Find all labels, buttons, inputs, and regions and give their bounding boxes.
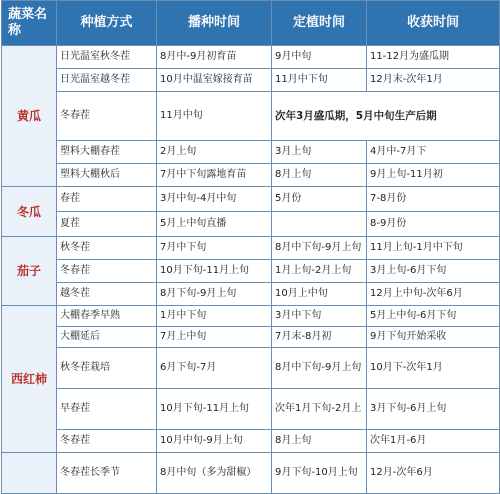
table-row <box>2 389 500 430</box>
cell-sowing: 10月下旬-11月上旬 <box>157 260 272 283</box>
table-row <box>2 69 500 92</box>
cell-sowing: 5月上中旬直播 <box>157 212 272 237</box>
cell-method: 塑料大棚秋后 <box>57 164 157 187</box>
cell-planting: 7月末-8月初 <box>272 327 367 348</box>
table-row <box>2 164 500 187</box>
table-row <box>2 453 500 494</box>
table-row <box>2 237 500 260</box>
table-row <box>2 212 500 237</box>
cell-method: 秋冬茬栽培 <box>57 348 157 389</box>
cell-harvest: 4月中-7月下 <box>367 141 500 164</box>
header-planting: 定植时间 <box>272 1 367 46</box>
cell-sowing: 3月中旬-4月中旬 <box>157 187 272 212</box>
cell-harvest: 7-8月份 <box>367 187 500 212</box>
table-row <box>2 141 500 164</box>
cell-method: 冬春茬 <box>57 260 157 283</box>
table-row <box>2 306 500 327</box>
cell-method: 日光温室秋冬茬 <box>57 46 157 69</box>
veg-tomato: 西红柿 <box>2 306 57 453</box>
header-row <box>2 1 500 46</box>
cell-planting: 3月上旬 <box>272 141 367 164</box>
table-row <box>2 46 500 69</box>
cell-harvest: 12月上中旬-次年6月 <box>367 283 500 306</box>
cell-planting: 次年1月下旬-2月上 <box>272 389 367 430</box>
cell-method: 冬春茬 <box>57 92 157 141</box>
cell-sowing: 2月上旬 <box>157 141 272 164</box>
cell-method: 秋冬茬 <box>57 237 157 260</box>
header-sowing: 播种时间 <box>157 1 272 46</box>
cell-method: 大棚延后 <box>57 327 157 348</box>
cell-sowing: 1月中下旬 <box>157 306 272 327</box>
cell-planting: 1月上旬-2月上旬 <box>272 260 367 283</box>
planting-schedule-table <box>1 0 500 494</box>
cell-planting: 9月下旬-10月上旬 <box>272 453 367 494</box>
cell-sowing: 7月中下旬 <box>157 237 272 260</box>
cell-planting: 8月中下旬-9月上旬 <box>272 348 367 389</box>
cell-harvest: 3月下旬-6月上旬 <box>367 389 500 430</box>
cell-sowing: 10月下旬-11月上旬 <box>157 389 272 430</box>
table-row <box>2 260 500 283</box>
table-row <box>2 92 500 141</box>
cell-harvest: 12月末-次年1月 <box>367 69 500 92</box>
cell-harvest: 12月-次年6月 <box>367 453 500 494</box>
cell-planting: 10月上中旬 <box>272 283 367 306</box>
cell-planting: 5月份 <box>272 187 367 212</box>
cell-sowing: 10月中旬-9月上旬 <box>157 430 272 453</box>
header-vegetable: 蔬菜名称 <box>2 1 57 46</box>
table-row <box>2 327 500 348</box>
cell-sowing: 11月中旬 <box>157 92 272 141</box>
cell-planting: 8月中下旬-9月上旬 <box>272 237 367 260</box>
table-row <box>2 430 500 453</box>
cell-method: 冬春茬长季节 <box>57 453 157 494</box>
cell-harvest: 3月上旬-6月下旬 <box>367 260 500 283</box>
cell-harvest: 5月上中旬-6月下旬 <box>367 306 500 327</box>
cell-harvest: 9月下旬开始采收 <box>367 327 500 348</box>
cell-planting: 9月中旬 <box>272 46 367 69</box>
cell-planting: 8月上旬 <box>272 430 367 453</box>
cell-harvest-note: 次年3月盛瓜期，5月中旬生产后期 <box>272 92 500 141</box>
cell-sowing: 7月中下旬露地育苗 <box>157 164 272 187</box>
cell-harvest: 11月上旬-1月中下旬 <box>367 237 500 260</box>
header-harvest: 收获时间 <box>367 1 500 46</box>
cell-harvest: 9月上旬-11月初 <box>367 164 500 187</box>
table-row <box>2 283 500 306</box>
table-row <box>2 348 500 389</box>
cell-method: 夏茬 <box>57 212 157 237</box>
cell-method: 日光温室越冬茬 <box>57 69 157 92</box>
cell-planting <box>272 212 367 237</box>
cell-harvest: 11-12月为盛瓜期 <box>367 46 500 69</box>
cell-sowing: 10月中温室嫁接育苗 <box>157 69 272 92</box>
cell-harvest: 次年1月-6月 <box>367 430 500 453</box>
veg-cell-empty <box>2 453 57 494</box>
veg-cucumber: 黄瓜 <box>2 46 57 187</box>
cell-method: 早春茬 <box>57 389 157 430</box>
veg-wax-gourd: 冬瓜 <box>2 187 57 237</box>
cell-planting: 8月上旬 <box>272 164 367 187</box>
cell-method: 大棚春季早熟 <box>57 306 157 327</box>
cell-method: 冬春茬 <box>57 430 157 453</box>
cell-sowing: 6月下旬-7月 <box>157 348 272 389</box>
cell-sowing: 8月下旬-9月上旬 <box>157 283 272 306</box>
header-method: 种植方式 <box>57 1 157 46</box>
cell-sowing: 8月中旬（多为甜椒） <box>157 453 272 494</box>
cell-method: 塑料大棚春茬 <box>57 141 157 164</box>
cell-planting: 3月中下旬 <box>272 306 367 327</box>
cell-method: 春茬 <box>57 187 157 212</box>
veg-eggplant: 茄子 <box>2 237 57 306</box>
cell-sowing: 8月中-9月初育苗 <box>157 46 272 69</box>
cell-planting: 11月中下旬 <box>272 69 367 92</box>
cell-method: 越冬茬 <box>57 283 157 306</box>
table-row <box>2 187 500 212</box>
cell-sowing: 7月上中旬 <box>157 327 272 348</box>
cell-harvest: 8-9月份 <box>367 212 500 237</box>
cell-harvest: 10月下-次年1月 <box>367 348 500 389</box>
